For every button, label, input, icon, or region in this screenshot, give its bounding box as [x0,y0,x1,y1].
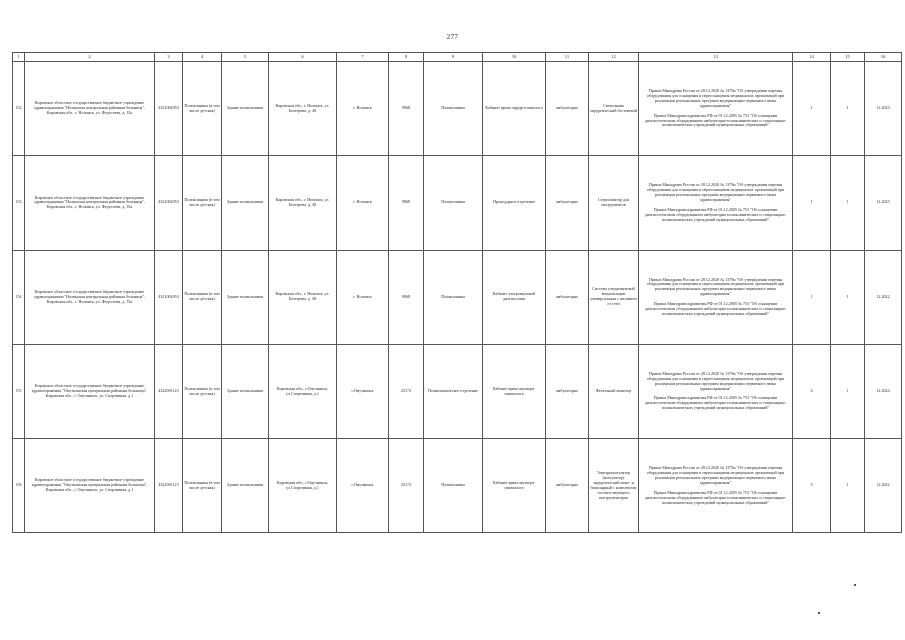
building-cell: Здание поликлиники [222,62,269,156]
column-header: 15 [831,53,865,62]
patients-cell: Поликлиника (в том числе детская) [183,62,222,156]
building-cell: Здание поликлиники [222,250,269,344]
room-cell: Кабинет врача акушера-гинеколога [483,439,546,533]
equipment-table [12,52,902,533]
room-cell: Кабинет врача-хирурга-онколога [483,62,546,156]
patients-cell: Поликлиника (в том числе детская) [183,250,222,344]
organization-cell: Кировское областное государственное бюджетное учреждение здравоохранения "Нолинская центральная районная больница", Кировская обл., г. Нолинск, ул. Федосеева, д. 35а [25,156,155,250]
room-cell: Кабинет ультразвуковой диагностики [483,250,546,344]
inn-cell: 4321002053 [155,62,183,156]
inn-cell: 4322001123 [155,344,183,438]
column-header: 2 [25,53,155,62]
organization-cell: Кировское областное государственное бюджетное учреждение здравоохранения "Нолинская центральная районная больница", Кировская обл., г. Нолинск, ул. Федосеева, д. 35а [25,62,155,156]
unit-cell: Поликлиника [424,439,483,533]
column-header: 14 [793,53,831,62]
column-header: 13 [639,53,793,62]
table-row [13,344,902,438]
city-cell: г.Омутнинск [337,439,389,533]
city-cell: г. Нолинск [337,156,389,250]
inn-cell: 4321002053 [155,250,183,344]
header-row [13,53,902,62]
row-number: 155 [13,344,25,438]
unit-cell: Поликлиника [424,156,483,250]
legal-order-1379n: Приказ Минздрава России от 28.12.2020 № 1379н "Об утверждении перечня оборудования для оснащения и переоснащения медицинских организаций при реализации региональных программ модернизации первичного звена здравоохранения" [646,465,785,485]
address-cell: Кировская обл., г.Омутнинск, ул.Спортивная, д.1 [269,344,337,438]
organization-cell: Кировское областное государственное бюджетное учреждение здравоохранения "Нолинская центральная районная больница", Кировская обл., г. Нолинск, ул. Федосеева, д. 35а [25,250,155,344]
column-header: 16 [865,53,902,62]
column-header: 4 [183,53,222,62]
population-cell: 23172 [389,439,424,533]
legal-order-753: Приказ Минздравсоцразвития РФ от 01.12.2005 № 753 "Об оснащении диагностическим оборудованием амбулаторно-поликлинических и стационарно-поликлинических учреждений муниципальных образований" [644,112,787,128]
legal-order-753: Приказ Минздравсоцразвития РФ от 01.12.2005 № 753 "Об оснащении диагностическим оборудованием амбулаторно-поликлинических и стационарно-поликлинических учреждений муниципальных образований" [644,395,787,411]
row-number: 152 [13,62,25,156]
care-type-cell: амбулаторно [546,250,589,344]
date-cell: 12.2025 [865,156,902,250]
inn-cell: 4321002053 [155,156,183,250]
care-type-cell: амбулаторно [546,344,589,438]
column-header: 6 [269,53,337,62]
date-cell: 12.2024 [865,344,902,438]
row-number: 153 [13,156,25,250]
building-cell: Здание поликлиники [222,439,269,533]
table-row [13,156,902,250]
quantity-cell: 4 [793,344,831,438]
column-header: 3 [155,53,183,62]
row-number: 156 [13,439,25,533]
address-cell: Кировская обл., г.Омутнинск, ул.Спортивная, д.1 [269,439,337,533]
column-header: 5 [222,53,269,62]
quantity-cell: 1 [831,250,865,344]
quantity-cell: 1 [831,62,865,156]
legal-basis-cell [639,439,793,533]
legal-order-753: Приказ Минздравсоцразвития РФ от 01.12.2005 № 753 "Об оснащении диагностическим оборудованием амбулаторно-поликлинических и стационарно-поликлинических учреждений муниципальных образований" [644,489,787,505]
patients-cell: Поликлиника (в том числе детская) [183,344,222,438]
column-header: 9 [424,53,483,62]
building-cell: Здание поликлиники [222,156,269,250]
column-header: 7 [337,53,389,62]
quantity-cell: 1 [831,156,865,250]
column-header: 12 [589,53,639,62]
table-row [13,250,902,344]
quantity-cell: 1 [831,344,865,438]
quantity-cell: 3 [793,439,831,533]
care-type-cell: амбулаторно [546,62,589,156]
city-cell: г.Омутнинск [337,344,389,438]
equipment-cell: Светильник хирургический бестеневой [589,62,639,156]
legal-basis-cell [639,344,793,438]
legal-order-753: Приказ Минздравсоцразвития РФ от 01.12.2005 № 753 "Об оснащении диагностическим оборудованием амбулаторно-поликлинических и стационарно-поликлинических учреждений муниципальных образований" [644,301,787,316]
legal-order-1379n: Приказ Минздрава России от 28.12.2020 № 1379н "Об утверждении перечня оборудования для оснащения и переоснащения медицинских организаций при реализации региональных программ модернизации первичного звена здравоохранения" [646,370,785,391]
population-cell: 9968 [389,250,424,344]
legal-basis-cell [639,156,793,250]
equipment-cell: Электрокоагулятор (коагулятор) хирургический моно- и биполярный с комплектом соответствующего инструментария [589,439,639,533]
column-header: 8 [389,53,424,62]
date-cell: 12.2022 [865,439,902,533]
date-cell: 12.2023 [865,62,902,156]
legal-order-1379n: Приказ Минздрава России от 28.12.2020 № 1379н "Об утверждении перечня оборудования для оснащения и переоснащения медицинских организаций при реализации региональных программ модернизации первичного звена здравоохранения" [646,87,785,108]
patients-cell: Поликлиника (в том числе детская) [183,156,222,250]
population-cell: 23172 [389,344,424,438]
building-cell: Здание поликлиники [222,344,269,438]
table-row [13,62,902,156]
address-cell: Кировская обл., г. Нолинск, ул. Бехтерева, д. 48 [269,250,337,344]
column-header: 1 [13,53,25,62]
quantity-cell: 1 [793,156,831,250]
unit-cell: Поликлиника [424,62,483,156]
table-row [13,439,902,533]
legal-basis-cell [639,250,793,344]
legal-order-1379n: Приказ Минздрава России от 28.12.2020 № 1379н "Об утверждении перечня оборудования для оснащения и переоснащения медицинских организаций при реализации региональных программ модернизации первичного звена здравоохранения" [646,276,785,297]
equipment-cell: Стерилизатор для инструментов [589,156,639,250]
column-header: 10 [483,53,546,62]
care-type-cell: амбулаторно [546,439,589,533]
row-number: 154 [13,250,25,344]
quantity-cell: 1 [793,62,831,156]
city-cell: г. Нолинск [337,62,389,156]
legal-order-753: Приказ Минздравсоцразвития РФ от 01.12.2005 № 753 "Об оснащении диагностическим оборудованием амбулаторно-поликлинических и стационарно-поликлинических учреждений муниципальных образований" [644,206,787,222]
page-number: 277 [446,33,459,41]
patients-cell: Поликлиника (в том числе детская) [183,439,222,533]
population-cell: 9968 [389,62,424,156]
care-type-cell: амбулаторно [546,156,589,250]
unit-cell: Поликлиника [424,250,483,344]
legal-order-1379n: Приказ Минздрава России от 28.12.2020 № 1379н "Об утверждении перечня оборудования для оснащения и переоснащения медицинских организаций при реализации региональных программ модернизации первичного звена здравоохранения" [646,182,785,202]
legal-basis-cell [639,62,793,156]
inn-cell: 4322001123 [155,439,183,533]
column-header: 11 [546,53,589,62]
scan-speck [854,584,856,586]
organization-cell: Кировское областное государственное бюджетное учреждение здравоохранения "Омутнинская центральная районная больница", Кировская обл., г. Омутнинск, ул. Спортивная, д.1 [25,439,155,533]
organization-cell: Кировское областное государственное бюджетное учреждение здравоохранения "Омутнинская центральная районная больница", Кировская обл., г. Омутнинск, ул. Спортивная, д.1 [25,344,155,438]
city-cell: г. Нолинск [337,250,389,344]
unit-cell: Поликлиническое отделение [424,344,483,438]
quantity-cell: 1 [831,439,865,533]
equipment-cell: Система ультразвуковой визуализации универсальная с питанием от сети [589,250,639,344]
population-cell: 9968 [389,156,424,250]
scan-speck [818,612,820,614]
quantity-cell: 1 [793,250,831,344]
address-cell: Кировская обл., г. Нолинск, ул. Бехтерева, д. 48 [269,156,337,250]
address-cell: Кировская обл., г. Нолинск, ул. Бехтерева, д. 48 [269,62,337,156]
room-cell: Кабинет врача акушера-гинеколога [483,344,546,438]
equipment-cell: Фетальный монитор [589,344,639,438]
date-cell: 12.2022 [865,250,902,344]
room-cell: Процедурное отделение [483,156,546,250]
